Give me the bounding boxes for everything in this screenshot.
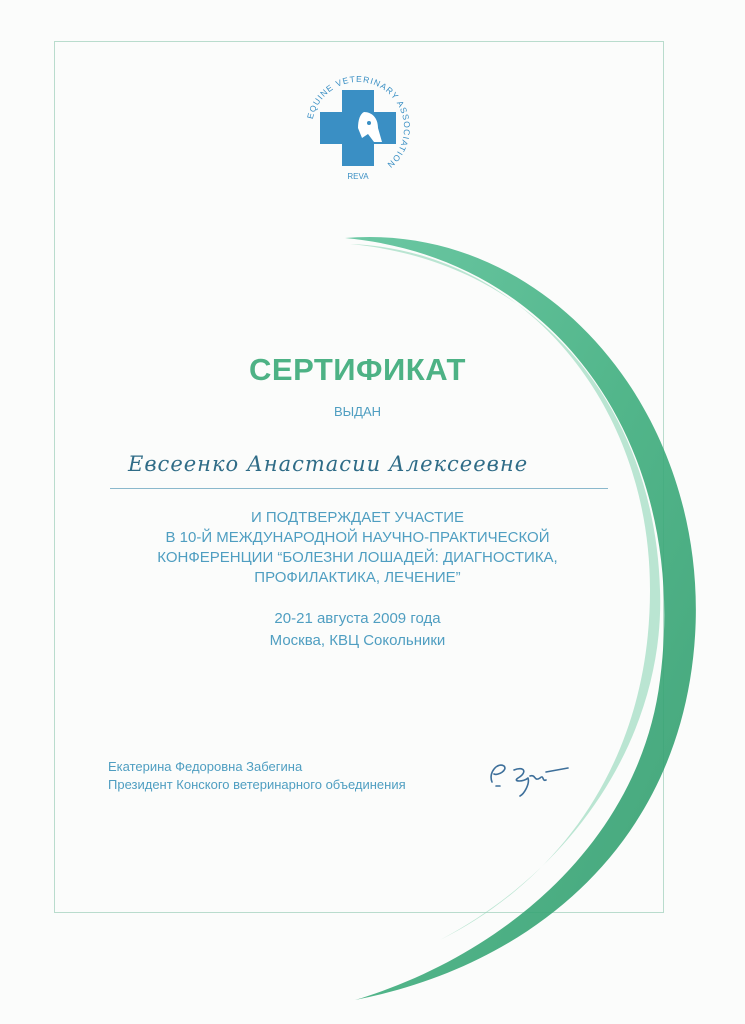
cross-horse-head-icon <box>320 90 396 166</box>
body-line: И ПОДТВЕРЖДАЕТ УЧАСТИЕ <box>250 509 465 526</box>
recipient-name-line <box>110 488 608 489</box>
body-line: ПРОФИЛАКТИКА, ЛЕЧЕНИЕ” <box>254 569 461 586</box>
logo-abbreviation: REVA <box>347 172 369 181</box>
issued-label: ВЫДАН <box>333 404 382 419</box>
certificate-title: СЕРТИФИКАТ <box>249 352 466 387</box>
body-line: КОНФЕРЕНЦИИ “БОЛЕЗНИ ЛОШАДЕЙ: ДИАГНОСТИКА, <box>157 549 558 566</box>
certificate-body <box>0 508 715 588</box>
signer-block <box>108 758 406 794</box>
signer-position: Президент Конского ветеринарного объединения <box>108 777 406 792</box>
body-line: В 10-Й МЕЖДУНАРОДНОЙ НАУЧНО-ПРАКТИЧЕСКОЙ <box>165 529 550 546</box>
event-place: Москва, КВЦ Сокольники <box>269 632 446 649</box>
signer-name: Екатерина Федоровна Забегина <box>108 759 303 774</box>
handwritten-signature <box>484 752 574 800</box>
event-date: 20-21 августа 2009 года <box>274 610 441 627</box>
recipient-name-handwritten: Евсеенко Анастасии Алексеевне <box>128 452 529 476</box>
logo-ring-text: EQUINE VETERINARY ASSOCIATION <box>304 73 413 171</box>
association-logo <box>302 72 414 184</box>
